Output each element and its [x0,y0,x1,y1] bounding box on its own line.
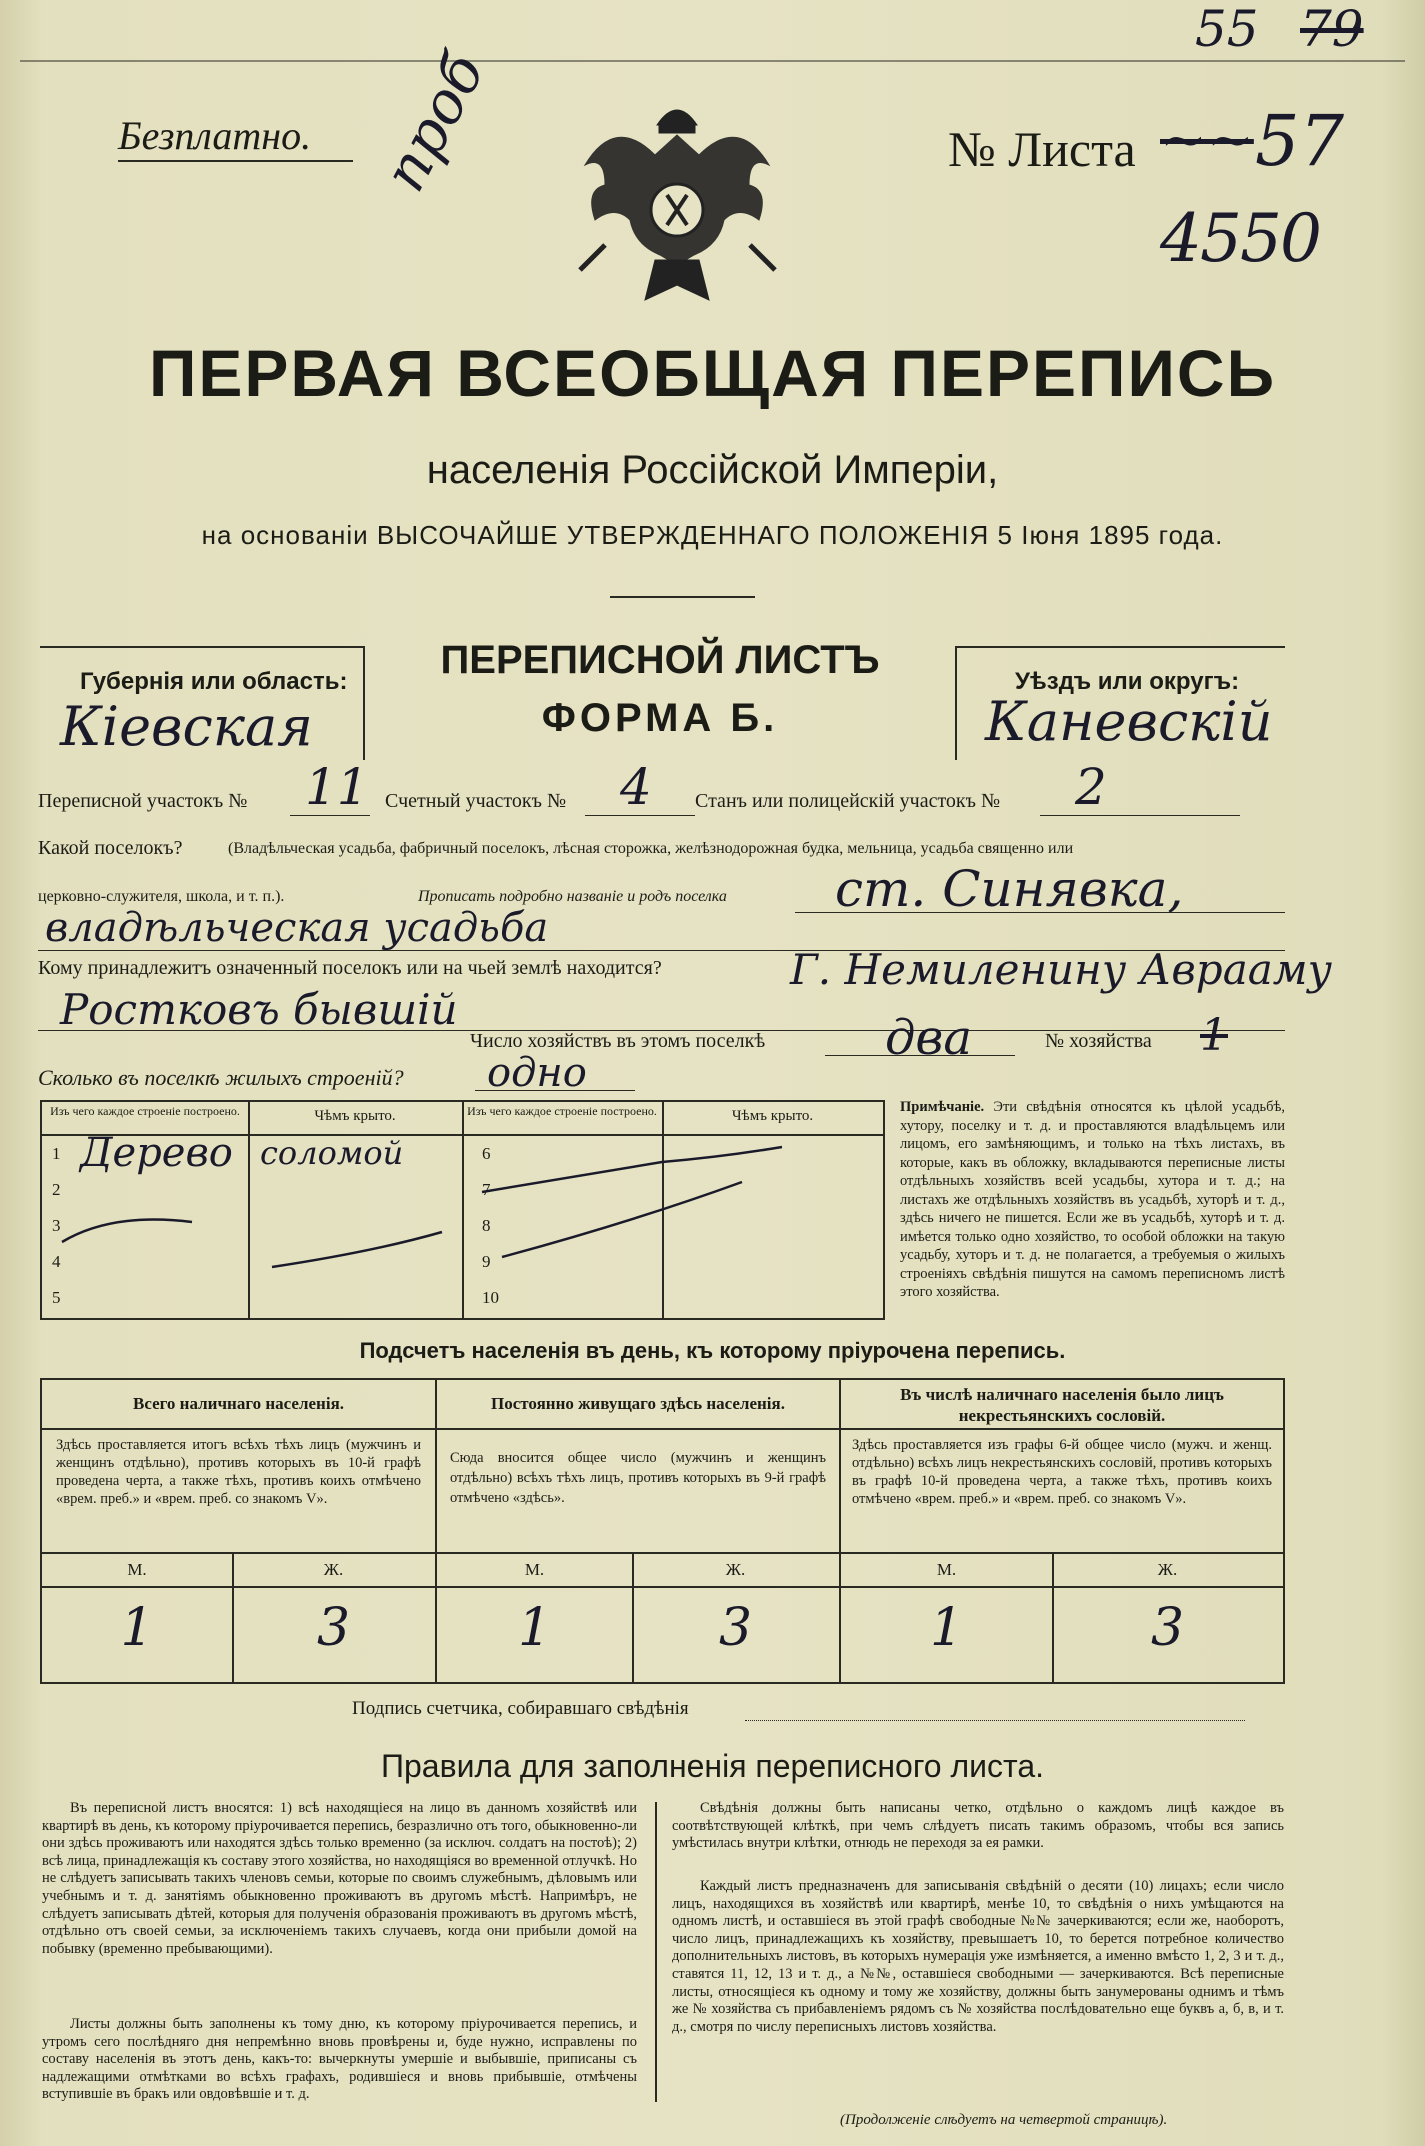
census-district-value[interactable]: 11 [305,758,369,816]
table-row-num: 6 [482,1144,491,1163]
settlement-value-1[interactable]: ст. Синявка, [835,860,1184,918]
stan-line [1040,815,1240,816]
margin-note: проб [370,42,499,202]
table-row-num: 3 [52,1216,61,1235]
households-label: Число хозяйствъ въ этомъ поселкѣ [470,1030,766,1052]
sheet-number-label: № Листа [948,121,1136,177]
buildings-col4-header: Чѣмъ крыто. [731,1108,814,1124]
note-label: Примѣчаніе. [900,1099,985,1115]
rules-title: Правила для заполненія переписного листа. [381,1748,1044,1784]
header-rule [610,596,755,598]
population-col2-header: Постоянно живущаго здѣсь населенія. [491,1394,785,1413]
nonpeasant-male-value[interactable]: 1 [929,1598,964,1658]
rules-right-p2: Каждый листъ предназначенъ для записыванія свѣдѣній о десяти (10) лицахъ; если число лицъ, находящихся въ хозяйствѣ или квартирѣ, менѣе 10, то свѣдѣнія о нихъ умѣщаются на одномъ листѣ, и оставшіеся въ этой графѣ свободные №№ зачеркиваются; если же, наоборотъ, число лицъ, принадлежащихъ къ хозяйству, превышаетъ 10, то берется потребное количество дополнительныхъ листовъ, въ которыхъ нумерація уже измѣняется, а именно вмѣсто 1, 2, 3 и т. д., ставятся 11, 12, 13 и т. д., а №№, оставшіеся свободными — зачеркиваются. Всѣ переписные листы, относящіеся къ одному и тому же хозяйству, должны быть занумерованы однимъ и тѣмъ же № хозяйства съ прибавленіемъ рядомъ съ № хозяйства послѣдовательно еще буквъ а, б, в, и т. д., смотря по числу переписныхъ листовъ хозяйства. [672,1878,1284,2035]
settlement-value-2[interactable]: владѣльческая усадьба [45,905,549,951]
female-label: Ж. [1157,1560,1178,1579]
nonpeasant-female-value[interactable]: 3 [1150,1598,1185,1658]
paper-top-edge [20,60,1405,62]
table-row-num: 8 [482,1216,491,1235]
population-title: Подсчетъ населенія въ день, къ которому пріурочена перепись. [359,1338,1066,1363]
settlement-hint-2: церковно-служителя, школа, и т. п.). [38,888,285,905]
table-row-num: 1 [52,1144,61,1163]
free-label-underline [118,160,353,162]
strike-lines [42,1102,883,1320]
free-label: Безплатно. [118,113,312,158]
female-label: Ж. [725,1560,746,1579]
building-material[interactable]: Дерево [80,1130,233,1176]
households-line [825,1055,1015,1056]
rules-continued: (Продолженіе слѣдуетъ на четвертой страницѣ). [840,2112,1168,2128]
settlement-question: Какой поселокъ? [38,837,183,859]
uezd-label: Уѣздъ или округъ: [1015,668,1240,695]
corner-number-lower: 4550 [1160,200,1320,277]
buildings-value[interactable]: одно [487,1050,587,1096]
population-col2-text: Сюда вносится общее число (мужчинъ и женщинъ отдѣльно) всѣхъ тѣхъ лицъ, противъ которыхъ въ 9-й графѣ отмѣчено «здѣсь». [450,1450,826,1506]
household-no-value[interactable]: 1 [1200,1010,1228,1061]
owner-value-1[interactable]: Г. Немиленину Аврааму [790,945,1332,994]
page-basis: на основаніи ВЫСОЧАЙШЕ УТВЕРЖДЕННАГО ПОЛОЖЕНІЯ 5 Іюня 1895 года. [201,520,1224,550]
form-title: ПЕРЕПИСНОЙ ЛИСТЪ [440,638,880,682]
building-roof[interactable]: соломой [260,1134,404,1172]
corner-number-top: 55 [1195,0,1259,58]
settlement-hint-1: (Владѣльческая усадьба, фабричный поселокъ, лѣсная сторожка, желѣзнодорожная будка, мельница, усадьба священно или [228,840,1074,857]
settlement-hint-3: Прописать подробно названіе и родъ поселка [418,888,727,905]
table-row-num: 2 [52,1180,61,1199]
population-col1-text: Здѣсь проставляется итогъ всѣхъ тѣхъ лицъ (мужчинъ и женщинъ отдѣльно), противъ которыхъ въ 10-й графѣ проведена черта, а также тѣхъ, противъ коихъ отмѣчено «врем. преб.» и «врем. преб. со знакомъ V». [56,1437,421,1507]
stan-value[interactable]: 2 [1075,758,1107,816]
rules-right-p1: Свѣдѣнія должны быть написаны четко, отдѣльно о каждомъ лицѣ каждое въ соотвѣтствующей клѣткѣ, при чемъ слѣдуетъ писать такимъ образомъ, чтобы вся запись умѣстилась внутри клѣтки, отнюдь не переходя за ея рамки. [672,1800,1284,1852]
buildings-table [40,1100,885,1320]
male-label: М. [524,1560,545,1579]
note-body: Эти свѣдѣнія относятся къ цѣлой усадьбѣ, хутору, поселку и т. д. и проставляются владѣльцемъ или лицомъ, его замѣняющимъ, и только на тѣхъ листахъ, въ которые, какъ въ обложку, вкладываются переписные листы отдѣльныхъ хозяйствъ всей усадьбы, хутора и т. д.; на листахъ же отдѣльныхъ хозяйствъ въ усадьбѣ, хуторѣ и т. д., здѣсь ничего не пишется. Если же въ усадьбѣ, хуторѣ и т. д. имѣется только одно хозяйство, то особой обложки на такую усадьбу, хуторъ и т. д. не полагается, а требуемыя о жилыхъ строеніяхъ свѣдѣнія пишутся на самомъ переписномъ листѣ этого хозяйства. [900,1099,1286,1300]
corner-number-struck: 79 [1300,0,1364,58]
count-district-label: Счетный участокъ № [385,790,567,812]
table-row-num: 4 [52,1252,61,1271]
buildings-col2-header: Чѣмъ крыто. [314,1108,396,1124]
permanent-female-value[interactable]: 3 [718,1598,753,1658]
household-no-label: № хозяйства [1045,1030,1152,1052]
table-row-num: 5 [52,1288,61,1307]
male-label: М. [127,1560,147,1579]
rules-left-p2: Листы должны быть заполнены къ тому дню, къ которому пріурочивается перепись, и утромъ сего послѣдняго дня непремѣнно вновь провѣрены и, буде нужно, исправлены по составу населенія въ этотъ день, какъ-то: вычеркнуты умершіе и выбывшіе, приписаны съ надлежащими отмѣтками во всѣхъ графахъ, родившіеся и вновь прибывшіе, отмѣчены вступившіе въ бракъ или овдовѣвшіе и т. д. [42,2016,637,2103]
census-district-label: Переписной участокъ № [38,790,248,812]
population-table [40,1378,1285,1684]
settlement-line-1 [795,912,1285,913]
households-value[interactable]: два [885,1010,972,1066]
buildings-question: Сколько въ поселкѣ жилыхъ строеній? [38,1065,404,1090]
population-col3-text: Здѣсь проставляется изъ графы 6-й общее число (мужч. и женщ. отдѣльно) всѣхъ лицъ некрестьянскихъ сословій, противъ которыхъ въ графѣ 10-й проведена черта, а также тѣхъ, противъ коихъ отмѣчено «врем. преб.» и «врем. преб. со знакомъ V». [852,1437,1272,1507]
table-row-num: 10 [482,1288,499,1307]
owner-value-2[interactable]: Ростковъ бывшій [60,985,458,1034]
rules-left-p1: Въ переписной листъ вносятся: 1) всѣ находящіеся на лицо въ данномъ хозяйствѣ или квартирѣ въ день, къ которому пріурочивается перепись, безразлично отъ того, обыкновенно-ли они здѣсь проживаютъ или находятся здѣсь только временно (за исключ. солдатъ на постоѣ); 2) всѣ лица, принадлежащія къ составу этого хозяйства, но находящіяся во временной отлучкѣ. Но не слѣдуетъ записывать такихъ членовъ семьи, которые по своимъ служебнымъ, дѣловымъ или учебнымъ и т. д. занятіямъ обыкновенно проживаютъ въ другомъ мѣстѣ. Напримѣръ, не слѣдуетъ записывать дѣтей, которыя для полученія образованія проживаютъ въ другомъ мѣстѣ, отдѣльно отъ своей семьи, за исключеніемъ такихъ случаевъ, когда они прибыли домой на побывку (временно пребывающими). [42,1800,637,1957]
gubernia-value[interactable]: Кіевская [60,695,313,758]
stan-label: Станъ или полицейскій участокъ № [695,790,1001,812]
page-title: ПЕРВАЯ ВСЕОБЩАЯ ПЕРЕПИСЬ [148,336,1277,410]
total-male-value[interactable]: 1 [120,1598,154,1658]
buildings-col3-header: Изъ чего каждое строеніе построено. [467,1104,657,1118]
rules-divider [655,1802,657,2102]
table-row-num: 9 [482,1252,491,1271]
buildings-col1-header: Изъ чего каждое строеніе построено. [50,1104,240,1118]
uezd-value[interactable]: Каневскій [985,690,1273,753]
signature-line[interactable] [745,1720,1245,1721]
page-subtitle: населенія Россійской Имперіи, [426,448,999,492]
sheet-number-value: 57 [1255,100,1345,182]
permanent-male-value[interactable]: 1 [517,1598,552,1658]
gubernia-label: Губернія или область: [80,668,348,695]
female-label: Ж. [323,1560,344,1579]
population-col3-header: Въ числѣ наличнаго населенія было лицъ некрестьянскихъ сословій. [900,1385,1224,1425]
owner-question: Кому принадлежитъ означенный поселокъ или на чьей землѣ находится? [38,957,662,979]
total-female-value[interactable]: 3 [316,1598,351,1658]
male-label: М. [936,1560,957,1579]
count-district-value[interactable]: 4 [620,758,652,816]
sheet-number-struck: ~~ [1160,108,1254,173]
form-name: ФОРМА Б. [541,696,779,740]
signature-label: Подпись счетчика, собиравшаго свѣдѣнія [352,1698,689,1719]
population-col1-header: Всего наличнаго населенія. [132,1394,345,1413]
imperial-eagle-icon [575,95,780,325]
note-text [900,1098,1285,1302]
buildings-line [475,1090,635,1091]
table-row-num: 7 [482,1180,491,1199]
